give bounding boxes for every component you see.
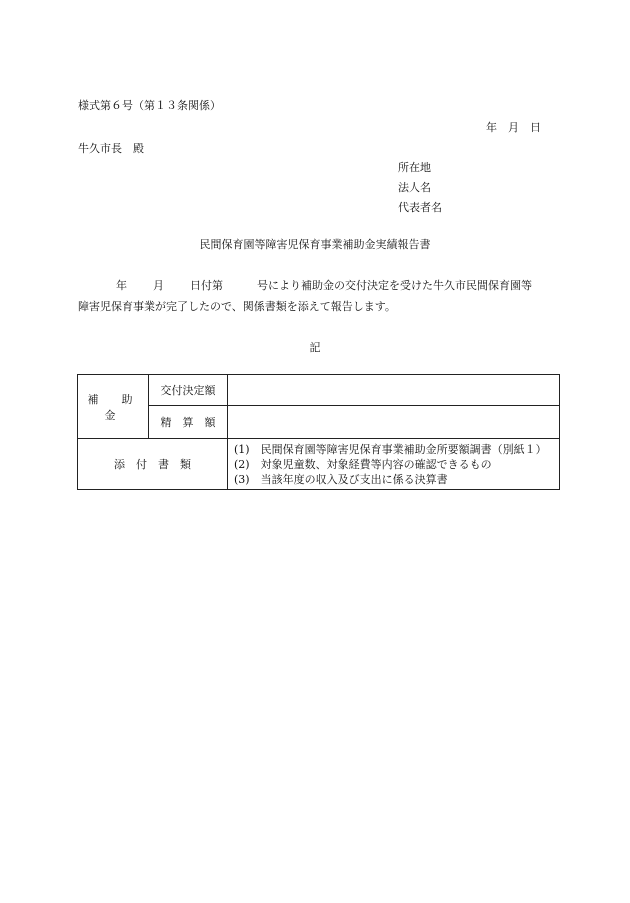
attachment-item: (2) 対象児童数、対象経費等内容の確認できるもの [234,457,492,471]
date-line: 年 月 日 [486,121,541,134]
attachment-item: (1) 民間保育園等障害児保育事業補助金所要額調書（別紙１） [234,442,547,456]
body-line-1 [78,277,532,293]
attachments-list [228,439,560,490]
settlement-amount-label: 精 算 額 [149,406,228,439]
subsidy-label: 補 助 金 [78,375,149,439]
body-year: 年 [116,279,127,292]
decision-amount-field[interactable] [228,375,560,406]
sender-rep-label: 代表者名 [398,201,442,214]
body-line-2: 障害児保育事業が完了したので、関係書類を添えて報告します。 [78,300,396,313]
sender-address-label: 所在地 [398,161,431,174]
document-title: 民間保育園等障害児保育事業補助金実績報告書 [199,238,431,251]
form-number: 様式第６号（第１３条関係） [78,99,221,112]
body-line-1-rest: 号により補助金の交付決定を受けた牛久市民間保育園等 [257,279,532,292]
attachment-item: (3) 当該年度の収入及び支出に係る決算書 [234,472,448,486]
addressee: 牛久市長 殿 [78,142,144,155]
ki-heading: 記 [309,341,321,354]
sender-corp-label: 法人名 [398,181,431,194]
settlement-amount-field[interactable] [228,406,560,439]
report-table [77,374,560,490]
body-month: 月 [153,279,164,292]
attachments-label: 添 付 書 類 [78,439,228,490]
body-date-no: 日付第 [190,279,223,292]
decision-amount-label: 交付決定額 [149,375,228,406]
